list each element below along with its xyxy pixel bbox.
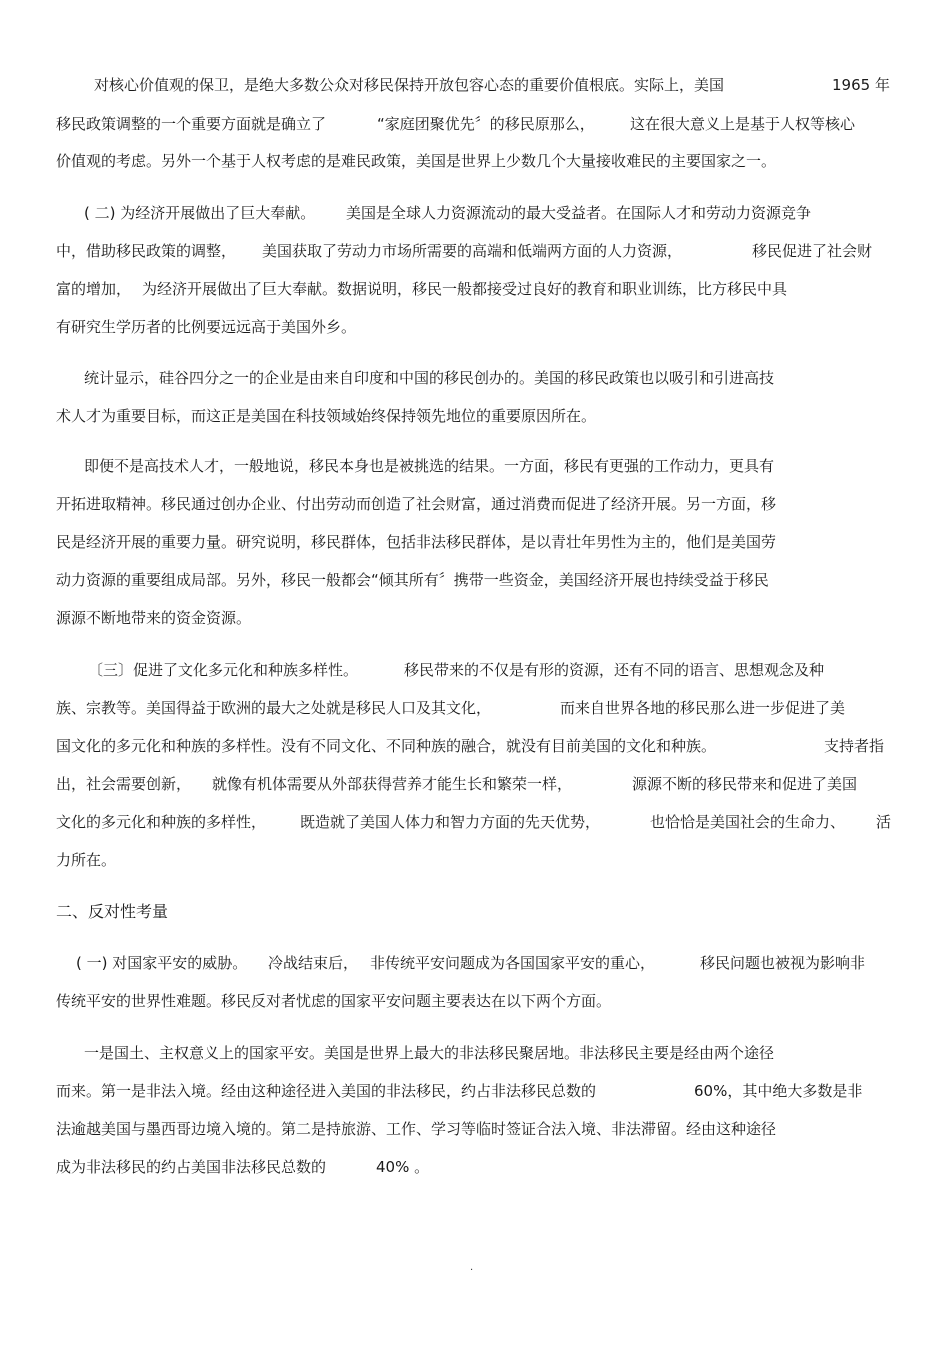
text-line: 有研究生学历者的比例要远远高于美国外乡。 [56, 318, 357, 336]
text-line: 富的增加， [56, 280, 132, 298]
text-line: 60%，其中绝大多数是非 [694, 1082, 863, 1100]
text-line: 文化的多元化和种族的多样性， [56, 813, 267, 831]
text-line: 国文化的多元化和种族的多样性。没有不同文化、不同种族的融合，就没有目前美国的文化和种族。 [56, 737, 717, 755]
text-line: 术人才为重要目标，而这正是美国在科技领域始终保持领先地位的重要原因所在。 [56, 407, 597, 425]
section-heading: 二、反对性考量 [56, 902, 169, 921]
text-line: 活 [876, 813, 892, 831]
text-line: 美国获取了劳动力市场所需要的高端和低端两方面的人力资源， [262, 242, 683, 260]
text-line: 移民促进了社会财 [752, 242, 873, 260]
text-line: 中，借助移民政策的调整， [56, 242, 237, 260]
text-line: 价值观的考虑。另外一个基于人权考虑的是难民政策，美国是世界上少数几个大量接收难民的主要国家之一。 [56, 152, 777, 170]
text-line: 为经济开展做出了巨大奉献。数据说明，移民一般都接受过良好的教育和职业训练，比方移民中具 [142, 280, 788, 298]
text-line: 既造就了美国人体力和智力方面的先天优势， [300, 813, 601, 831]
text-line: ( 一) 对国家平安的威胁。 [76, 954, 248, 972]
text-line: 动力资源的重要组成局部。另外，移民一般都会“倾其所有〞携带一些资金，美国经济开展也持续受益于移民 [56, 571, 769, 589]
text-line: 统计显示，硅谷四分之一的企业是由来自印度和中国的移民创办的。美国的移民政策也以吸引和引进高技 [84, 369, 775, 387]
text-line: 传统平安的世界性难题。移民反对者忧虑的国家平安问题主要表达在以下两个方面。 [56, 992, 612, 1010]
text-line: 而来自世界各地的移民那么进一步促进了美 [560, 699, 846, 717]
text-line: 即便不是高技术人才，一般地说，移民本身也是被挑选的结果。一方面，移民有更强的工作动力，更具有 [84, 457, 775, 475]
text-line: 力所在。 [56, 851, 117, 869]
text-line: 移民问题也被视为影响非 [700, 954, 866, 972]
text-line: 一是国土、主权意义上的国家平安。美国是世界上最大的非法移民聚居地。非法移民主要是经由两个途径 [84, 1044, 775, 1062]
text-line: 源源不断的移民带来和促进了美国 [632, 775, 858, 793]
text-line: 出，社会需要创新， [56, 775, 192, 793]
text-line: 支持者指 [824, 737, 885, 755]
text-line: 1965 年 [832, 76, 890, 94]
text-line: 而来。第一是非法入境。经由这种途径进入美国的非法移民，约占非法移民总数的 [56, 1082, 597, 1100]
text-line: 40% 。 [376, 1158, 430, 1176]
text-line: 民是经济开展的重要力量。研究说明，移民群体，包括非法移民群体，是以青壮年男性为主的，他们是美国劳 [56, 533, 777, 551]
text-line: 冷战结束后， [268, 954, 359, 972]
text-line: 美国是全球人力资源流动的最大受益者。在国际人才和劳动力资源竞争 [346, 204, 812, 222]
text-line: “家庭团聚优先〞的移民原那么， [377, 115, 595, 133]
footer-mark: . [470, 1262, 474, 1273]
text-line: 就像有机体需要从外部获得营养才能生长和繁荣一样， [212, 775, 573, 793]
text-line: 成为非法移民的约占美国非法移民总数的 [56, 1158, 327, 1176]
text-line: 移民政策调整的一个重要方面就是确立了 [56, 115, 327, 133]
text-line: 〔三〕促进了文化多元化和种族多样性。 [88, 661, 359, 679]
text-line: ( 二) 为经济开展做出了巨大奉献。 [84, 204, 316, 222]
text-line: 法逾越美国与墨西哥边境入境的。第二是持旅游、工作、学习等临时签证合法入境、非法滞留。经由这种途径 [56, 1120, 777, 1138]
text-line: 开拓进取精神。移民通过创办企业、付出劳动而创造了社会财富，通过消费而促进了经济开展。另一方面，移 [56, 495, 777, 513]
text-line: 非传统平安问题成为各国国家平安的重心， [370, 954, 656, 972]
text-line: 移民带来的不仅是有形的资源，还有不同的语言、思想观念及种 [404, 661, 825, 679]
text-line: 源源不断地带来的资金资源。 [56, 609, 252, 627]
text-line: 对核心价值观的保卫，是绝大多数公众对移民保持开放包容心态的重要价值根底。实际上，美国 [94, 76, 725, 94]
text-line: 也恰恰是美国社会的生命力、 [650, 813, 846, 831]
text-line: 这在很大意义上是基于人权等核心 [630, 115, 856, 133]
text-line: 族、宗教等。美国得益于欧洲的最大之处就是移民人口及其文化， [56, 699, 492, 717]
